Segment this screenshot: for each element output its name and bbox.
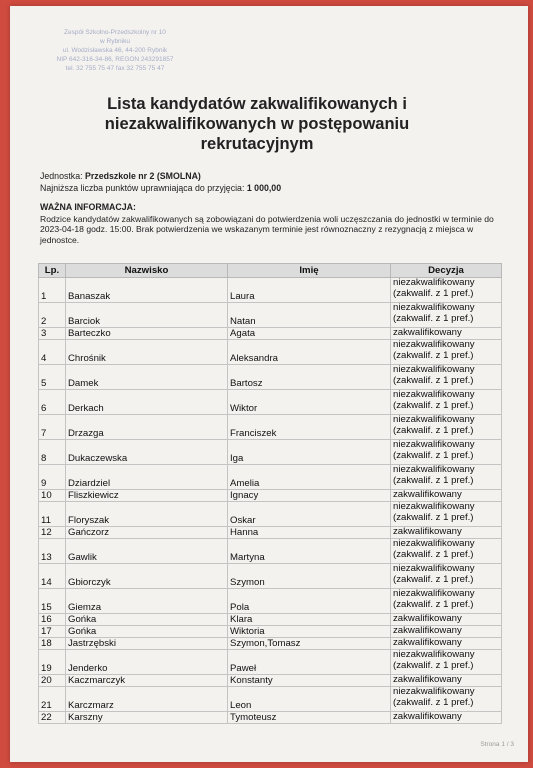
cell-decision: niezakwalifikowany (zakwalif. z 1 pref.): [391, 303, 502, 328]
cell-name: Szymon: [228, 564, 391, 589]
cell-surname: Gbiorczyk: [66, 564, 228, 589]
table-row: [39, 303, 502, 328]
table-row: [39, 675, 502, 687]
cell-surname: Gońka: [66, 614, 228, 626]
stamp-line: ul. Wodzisławska 46, 44-200 Rybnik: [62, 47, 168, 54]
cell-surname: Gawlik: [66, 539, 228, 564]
cell-name: Szymon,Tomasz: [228, 638, 391, 650]
cell-decision: niezakwalifikowany (zakwalif. z 1 pref.): [391, 564, 502, 589]
cell-surname: Karczmarz: [66, 687, 228, 712]
cell-lp: 14: [39, 564, 66, 589]
cell-lp: 8: [39, 440, 66, 465]
table-header-row: [39, 264, 502, 278]
header-name: Imię: [228, 264, 391, 278]
table-row: [39, 340, 502, 365]
cell-lp: 12: [39, 527, 66, 539]
cell-name: Wiktor: [228, 390, 391, 415]
cell-surname: Gońka: [66, 626, 228, 638]
table-row: [39, 527, 502, 539]
cell-name: Franciszek: [228, 415, 391, 440]
cell-surname: Banaszak: [66, 278, 228, 303]
cell-decision: niezakwalifikowany (zakwalif. z 1 pref.): [391, 589, 502, 614]
cell-name: Martyna: [228, 539, 391, 564]
document-title: Lista kandydatów zakwalifikowanych i niezakwalifikowanych w postępowaniu rekrutacyjnym: [104, 95, 410, 153]
header-decision: Decyzja: [391, 264, 502, 278]
table-body: [39, 278, 502, 724]
table-row: [39, 490, 502, 502]
cell-name: Iga: [228, 440, 391, 465]
cell-name: Oskar: [228, 502, 391, 527]
cell-name: Leon: [228, 687, 391, 712]
table-row: [39, 687, 502, 712]
cell-lp: 18: [39, 638, 66, 650]
cell-lp: 22: [39, 712, 66, 724]
table-row: [39, 278, 502, 303]
cell-lp: 19: [39, 650, 66, 675]
table-row: [39, 415, 502, 440]
school-stamp: [30, 28, 200, 73]
cell-name: Aleksandra: [228, 340, 391, 365]
notice-heading: WAŻNA INFORMACJA:: [40, 202, 136, 212]
cell-lp: 2: [39, 303, 66, 328]
table-row: [39, 650, 502, 675]
cell-decision: zakwalifikowany: [391, 675, 502, 687]
cell-decision: zakwalifikowany: [391, 527, 502, 539]
cell-surname: Giemza: [66, 589, 228, 614]
cell-lp: 3: [39, 328, 66, 340]
table-row: [39, 465, 502, 490]
notice-text: Rodzice kandydatów zakwalifikowanych są zobowiązani do potwierdzenia woli uczęszczania do jednostki w terminie do 2023-04-18 godz. 15:00. Brak potwierdzenia we wskazanym terminie jest równoznaczny z rezygnacją z miejsca w jednostce.: [40, 214, 494, 245]
cell-surname: Karszny: [66, 712, 228, 724]
table-row: [39, 614, 502, 626]
cell-lp: 15: [39, 589, 66, 614]
stamp-line: NIP 642-316-34-86, REGON 243291857: [56, 56, 174, 63]
cell-decision: niezakwalifikowany (zakwalif. z 1 pref.): [391, 390, 502, 415]
cell-decision: niezakwalifikowany (zakwalif. z 1 pref.): [391, 687, 502, 712]
cell-name: Konstanty: [228, 675, 391, 687]
cell-decision: niezakwalifikowany (zakwalif. z 1 pref.): [391, 415, 502, 440]
points-value: 1 000,00: [246, 183, 282, 193]
stamp-line: Zespół Szkolno-Przedszkolny nr 10: [64, 29, 166, 36]
cell-decision: niezakwalifikowany (zakwalif. z 1 pref.): [391, 539, 502, 564]
stamp-line: tel. 32 755 75 47 fax 32 755 75 47: [65, 65, 165, 72]
table-row: [39, 390, 502, 415]
cell-lp: 5: [39, 365, 66, 390]
cell-surname: Damek: [66, 365, 228, 390]
cell-surname: Kaczmarczyk: [66, 675, 228, 687]
cell-name: Agata: [228, 328, 391, 340]
cell-surname: Jenderko: [66, 650, 228, 675]
cell-name: Laura: [228, 278, 391, 303]
cell-lp: 4: [39, 340, 66, 365]
points-label: Najniższa liczba punktów uprawniająca do przyjęcia:: [40, 183, 245, 193]
cell-decision: niezakwalifikowany (zakwalif. z 1 pref.): [391, 650, 502, 675]
cell-surname: Dziardziel: [66, 465, 228, 490]
cell-name: Pola: [228, 589, 391, 614]
cell-surname: Jastrzębski: [66, 638, 228, 650]
table-row: [39, 328, 502, 340]
stamp-line: w Rybniku: [100, 38, 130, 45]
cell-lp: 21: [39, 687, 66, 712]
cell-decision: zakwalifikowany: [391, 626, 502, 638]
cell-surname: Gańczorz: [66, 527, 228, 539]
table-row: [39, 712, 502, 724]
cell-decision: niezakwalifikowany (zakwalif. z 1 pref.): [391, 440, 502, 465]
cell-lp: 17: [39, 626, 66, 638]
cell-name: Ignacy: [228, 490, 391, 502]
document-page: [10, 6, 528, 762]
table-row: [39, 502, 502, 527]
unit-label: Jednostka:: [40, 171, 83, 181]
cell-name: Bartosz: [228, 365, 391, 390]
cell-name: Amelia: [228, 465, 391, 490]
cell-surname: Derkach: [66, 390, 228, 415]
cell-lp: 20: [39, 675, 66, 687]
cell-name: Klara: [228, 614, 391, 626]
cell-decision: zakwalifikowany: [391, 490, 502, 502]
table-row: [39, 539, 502, 564]
table-row: [39, 626, 502, 638]
cell-lp: 10: [39, 490, 66, 502]
table-row: [39, 638, 502, 650]
cell-surname: Drzazga: [66, 415, 228, 440]
cell-decision: zakwalifikowany: [391, 638, 502, 650]
header-surname: Nazwisko: [66, 264, 228, 278]
cell-lp: 6: [39, 390, 66, 415]
cell-surname: Chrośnik: [66, 340, 228, 365]
points-line: [40, 183, 281, 193]
unit-line: [40, 171, 201, 181]
cell-lp: 7: [39, 415, 66, 440]
cell-name: Natan: [228, 303, 391, 328]
cell-name: Hanna: [228, 527, 391, 539]
cell-name: Wiktoria: [228, 626, 391, 638]
cell-surname: Floryszak: [66, 502, 228, 527]
table-row: [39, 440, 502, 465]
cell-name: Paweł: [228, 650, 391, 675]
cell-decision: niezakwalifikowany (zakwalif. z 1 pref.): [391, 465, 502, 490]
cell-lp: 1: [39, 278, 66, 303]
cell-decision: zakwalifikowany: [391, 712, 502, 724]
cell-lp: 9: [39, 465, 66, 490]
cell-decision: zakwalifikowany: [391, 328, 502, 340]
candidates-table: [38, 263, 502, 724]
table-row: [39, 564, 502, 589]
cell-decision: niezakwalifikowany (zakwalif. z 1 pref.): [391, 340, 502, 365]
header-lp: Lp.: [39, 264, 66, 278]
cell-surname: Barciok: [66, 303, 228, 328]
cell-decision: niezakwalifikowany (zakwalif. z 1 pref.): [391, 502, 502, 527]
cell-lp: 11: [39, 502, 66, 527]
page-number: Strona 1 / 3: [480, 741, 514, 748]
cell-name: Tymoteusz: [228, 712, 391, 724]
cell-surname: Barteczko: [66, 328, 228, 340]
cell-surname: Dukaczewska: [66, 440, 228, 465]
cell-decision: niezakwalifikowany (zakwalif. z 1 pref.): [391, 278, 502, 303]
table-row: [39, 365, 502, 390]
table-row: [39, 589, 502, 614]
cell-lp: 13: [39, 539, 66, 564]
unit-value: Przedszkole nr 2 (SMOLNA): [85, 171, 201, 181]
cell-decision: zakwalifikowany: [391, 614, 502, 626]
cell-decision: niezakwalifikowany (zakwalif. z 1 pref.): [391, 365, 502, 390]
cell-surname: Fliszkiewicz: [66, 490, 228, 502]
cell-lp: 16: [39, 614, 66, 626]
